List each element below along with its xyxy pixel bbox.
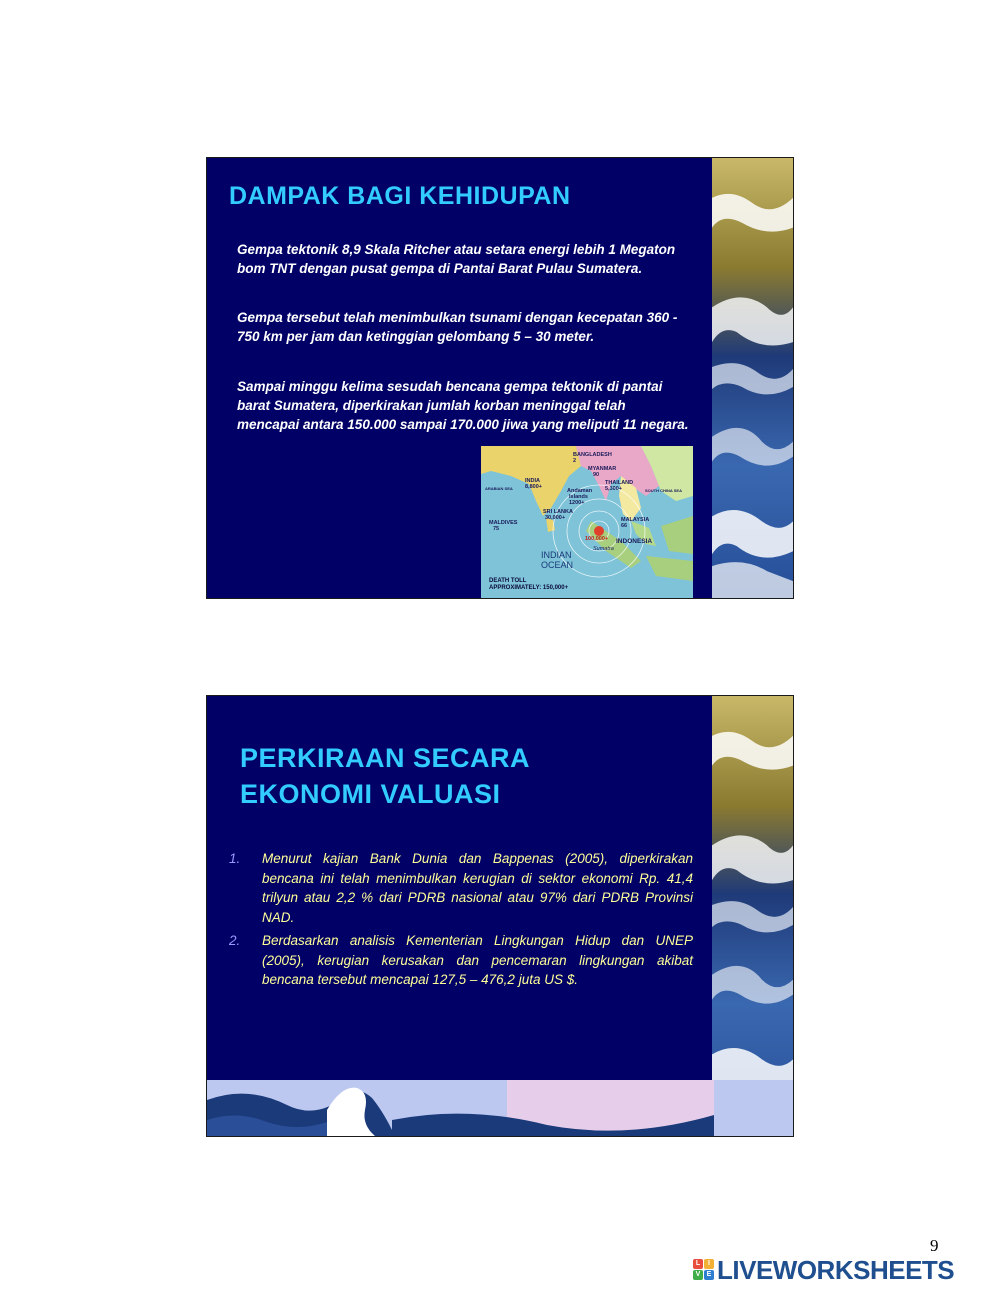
map-label-sri-lanka-count: 30,000+: [545, 515, 566, 521]
logo-letter: I: [704, 1259, 714, 1269]
paragraph: Gempa tersebut telah menimbulkan tsunami dengan kecepatan 360 - 750 km per jam dan ketinggian gelombang 5 – 30 meter.: [237, 310, 678, 344]
map-label-indonesia-count: 100,000+: [585, 536, 609, 542]
map-label-thailand-count: 5,300+: [605, 486, 622, 492]
wave-side-art: [712, 696, 793, 1136]
list-text: Berdasarkan analisis Kementerian Lingkungan Hidup dan UNEP (2005), kerugian kerusakan dan pencemaran lingkungan akibat bencana tersebut mencapai 127,5 – 476,2 juta US $.: [262, 933, 693, 987]
bottom-wave-art: [207, 1080, 793, 1136]
paragraph: Sampai minggu kelima sesudah bencana gempa tektonik di pantai barat Sumatera, diperkirakan jumlah korban meninggal telah mencapai antara 150.000 sampai 170.000 jiwa yang meliputi 11 negara.: [237, 379, 689, 432]
page-number: 9: [930, 1236, 939, 1255]
slide-ekonomi: [206, 695, 794, 1137]
logo-letter: V: [693, 1270, 703, 1280]
map-label-india-count: 8,800+: [525, 484, 542, 490]
logo-letter: E: [704, 1270, 714, 1280]
map-label-death-toll-approx: APPROXIMATELY: 150,000+: [489, 585, 569, 591]
map-label-arabian-sea: ARABIAN SEA: [485, 486, 513, 491]
list-number: 1.: [229, 851, 241, 866]
map-label-death-toll: DEATH TOLL: [489, 578, 527, 584]
map-label-sri-lanka: SRI LANKA: [543, 509, 573, 515]
liveworksheets-icon: [693, 1259, 715, 1281]
slide-title: DAMPAK BAGI KEHIDUPAN: [229, 182, 571, 210]
list-item: [229, 849, 693, 929]
slide-title: PERKIRAAN SECARA EKONOMI VALUASI: [240, 743, 530, 809]
map-label-maldives: MALDIVES: [489, 520, 518, 526]
map-label-south-china-sea: SOUTH CHINA SEA: [645, 488, 682, 493]
paragraph: Gempa tektonik 8,9 Skala Ritcher atau setara energi lebih 1 Megaton bom TNT dengan pusat gempa di Pantai Barat Pulau Sumatera.: [237, 242, 676, 276]
map-label-india: INDIA: [525, 478, 540, 484]
map-label-andaman-islands: Islands: [569, 494, 588, 500]
map-label-malaysia-count: 66: [621, 523, 628, 529]
map-label-indonesia: INDONESIA: [616, 538, 653, 545]
map-label-indian: INDIAN: [541, 550, 572, 560]
liveworksheets-logo: [693, 1255, 993, 1287]
list-item: [229, 931, 693, 1031]
wave-side-art: [712, 158, 793, 598]
slide-dampak: [206, 157, 794, 599]
logo-letter: L: [693, 1259, 703, 1269]
list-text: Menurut kajian Bank Dunia dan Bappenas (2005), diperkirakan bencana ini telah menimbulkan kerugian di sektor ekonomi Rp. 41,4 trilyun atau 2,2 % dari PDRB nasional atau 97% dari PDRB Provinsi NAD.: [262, 851, 693, 925]
tsunami-map: [481, 446, 693, 599]
list-number: 2.: [229, 933, 241, 948]
brand-name: LIVEWORKSHEETS: [717, 1255, 955, 1285]
map-label-bangladesh: BANGLADESH: [573, 452, 612, 458]
map-label-ocean: OCEAN: [541, 560, 574, 570]
map-label-thailand: THAILAND: [605, 480, 634, 486]
map-label-myanmar-count: 90: [593, 472, 600, 478]
map-label-malaysia: MALAYSIA: [621, 517, 650, 523]
map-label-bangladesh-count: 2: [573, 458, 577, 464]
map-label-andaman: Andaman: [567, 488, 593, 494]
java-land: [646, 556, 693, 581]
map-label-sumatra: Sumatra: [593, 546, 614, 552]
map-label-myanmar: MYANMAR: [588, 466, 617, 472]
map-label-andaman-count: 1200+: [569, 500, 585, 506]
borneo-land: [661, 516, 693, 554]
map-label-maldives-count: 75: [493, 526, 500, 532]
